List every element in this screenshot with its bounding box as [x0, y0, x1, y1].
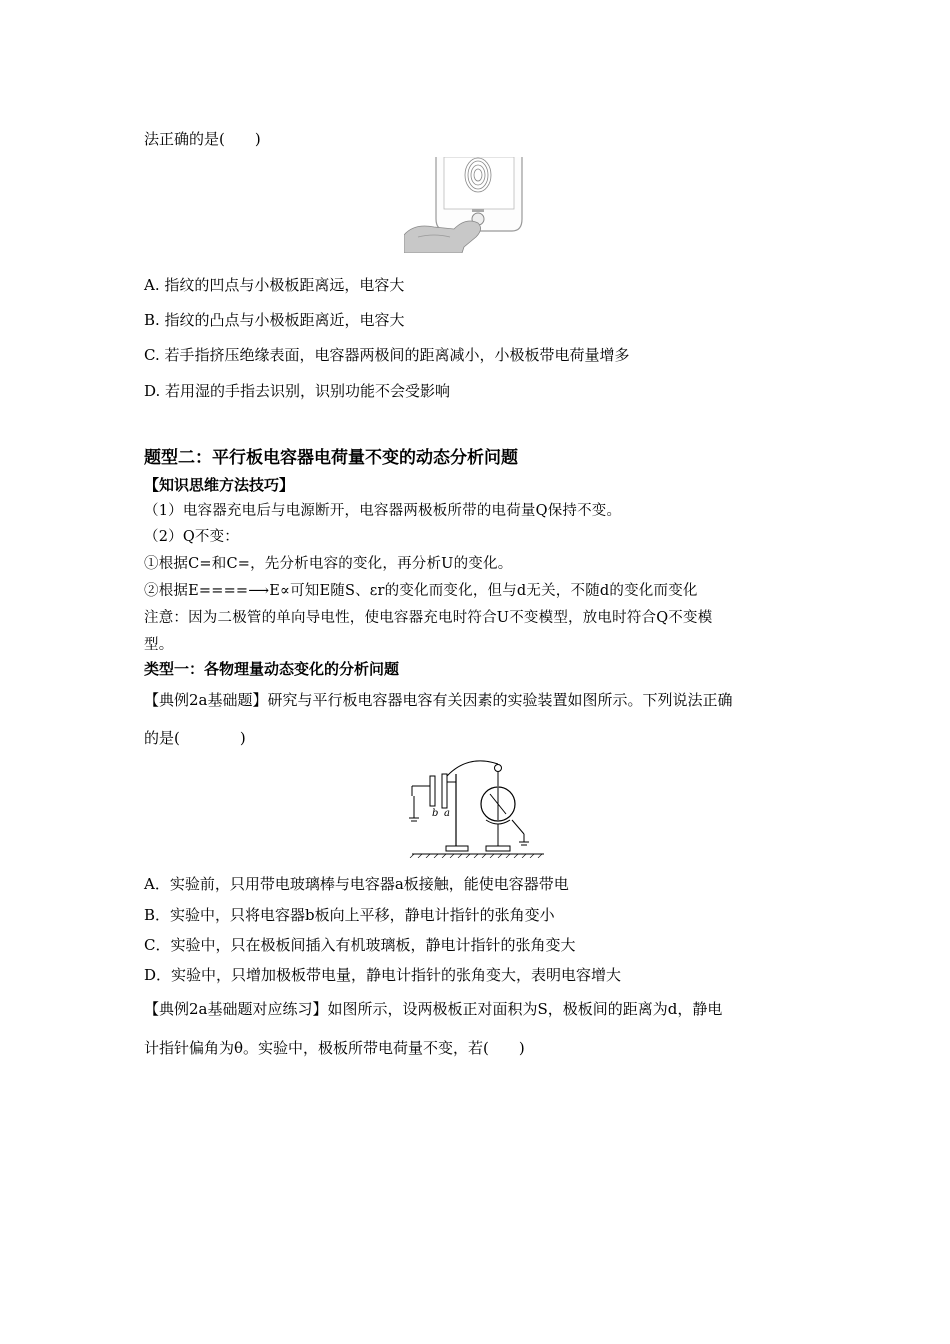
example-2a-option-d: D．实验中，只增加极板带电量，静电计指针的张角变大，表明电容增大: [144, 966, 622, 984]
knowledge-note-end: 型。: [144, 637, 174, 653]
section-heading: 题型二：平行板电容器电荷量不变的动态分析问题: [144, 448, 518, 468]
example-2a-option-a: A．实验前，只用带电玻璃棒与电容器a板接触，能使电容器带电: [144, 875, 569, 893]
knowledge-note: 注意：因为二极管的单向导电性，使电容器充电时符合U不变模型，放电时符合Q不变模: [144, 610, 713, 626]
plate-b-label: b: [432, 808, 439, 819]
example-2a-option-b: B．实验中，只将电容器b板向上平移，静电计指针的张角变小: [144, 906, 555, 924]
knowledge-item-2: （2）Q不变：: [144, 529, 240, 545]
practice-stem-end: 计指针偏角为θ。实验中，极板所带电荷量不变，若( ): [144, 1039, 525, 1057]
fingerprint-phone-figure: [404, 157, 524, 253]
knowledge-item-1: （1）电容器充电后与电源断开，电容器两极板所带的电荷量Q保持不变。: [144, 503, 622, 519]
knowledge-item-4: ②根据E====⟶E∝可知E随S、εr的变化而变化，但与d无关，不随d的变化而变化: [144, 583, 698, 599]
practice-stem: 【典例2a基础题对应练习】如图所示，设两极板正对面积为S，极板间的距离为d，静电: [144, 1000, 723, 1018]
capacitor-electroscope-figure: [408, 758, 548, 858]
example-2a-stem: 【典例2a基础题】研究与平行板电容器电容有关因素的实验装置如图所示。下列说法正确: [144, 691, 733, 709]
option-d: D. 若用湿的手指去识别，识别功能不会受影响: [144, 382, 451, 400]
type-heading: 类型一：各物理量动态变化的分析问题: [144, 660, 400, 678]
option-c: C. 若手指挤压绝缘表面，电容器两极间的距离减小，小极板带电荷量增多: [144, 346, 630, 364]
question-stem-tail: 法正确的是( ): [144, 130, 261, 148]
example-2a-option-c: C．实验中，只在极板间插入有机玻璃板，静电计指针的张角变大: [144, 936, 576, 954]
knowledge-title: 【知识思维方法技巧】: [144, 476, 295, 494]
option-a: A. 指纹的凹点与小极板距离远，电容大: [144, 276, 405, 294]
plate-a-label: a: [444, 808, 450, 819]
option-b: B. 指纹的凸点与小极板距离近，电容大: [144, 311, 405, 329]
example-2a-stem-end: 的是( ): [144, 729, 246, 747]
knowledge-item-3: ①根据C=和C=，先分析电容的变化，再分析U的变化。: [144, 556, 513, 572]
